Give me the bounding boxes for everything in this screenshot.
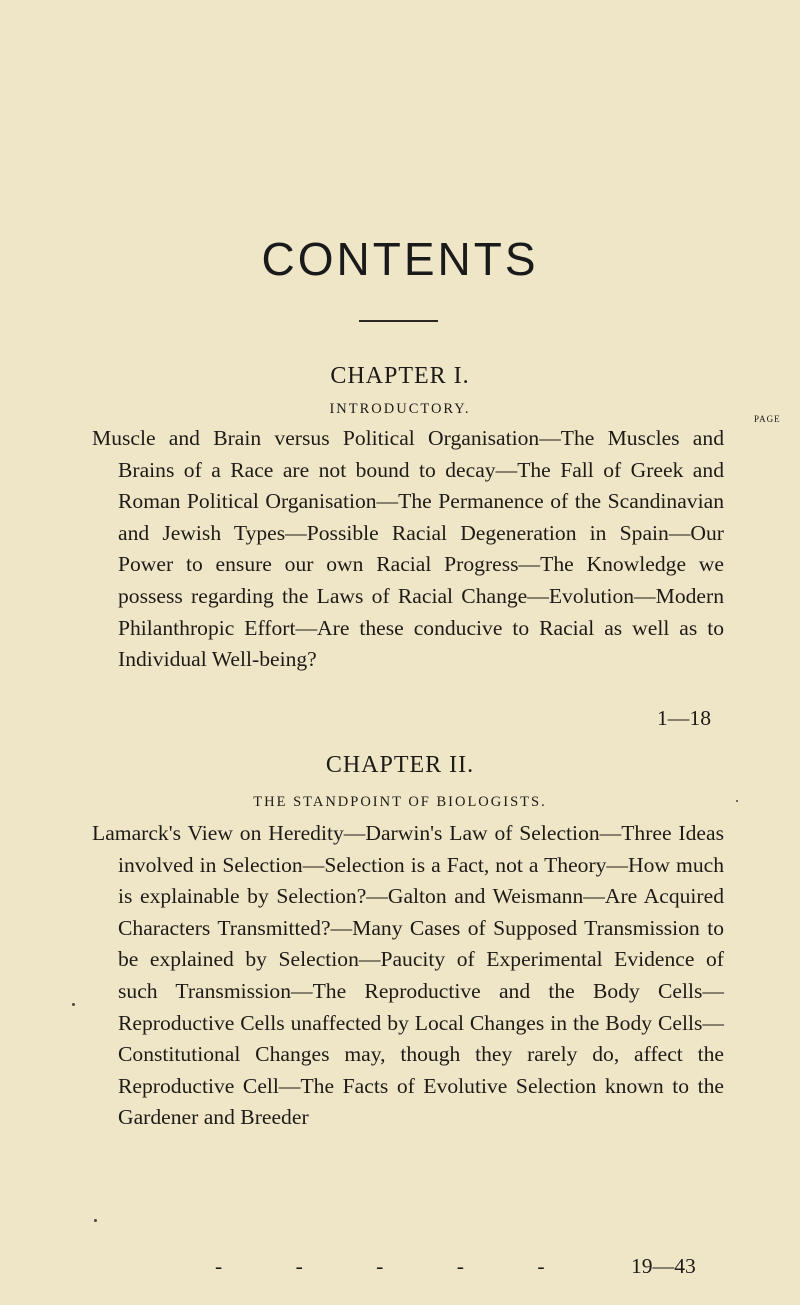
paper-speck (94, 1219, 97, 1222)
page-column-label: PAGE (754, 414, 781, 424)
chapter-1-summary (92, 423, 724, 676)
chapter-2-summary-text: Lamarck's View on Heredity—Darwin's Law of Selection—Three Ideas involved in Selection—Selection is a Fact, not a Theory—How much is explainable by Selection?—Galton and Weismann—Are Acquired Characters Transmitted?—Many Cases of Supposed Transmission to be explained by Selection—Paucity of Experimental Evidence of such Transmission—The Reproductive and the Body Cells—Reproductive Cells unaffected by Local Changes in the Body Cells—Constitutional Changes may, though they rarely do, affect the Reproductive Cell—The Facts of Evolutive Selection known to the Gardener and Breeder (92, 821, 724, 1130)
chapter-1-summary-text: Muscle and Brain versus Political Organisation—The Muscles and Brains of a Race are not bound to decay—The Fall of Greek and Roman Political Organisation—The Permanence of the Scandinavian and Jewish Types—Possible Racial Degeneration in Spain—Our Power to ensure our own Racial Progress—The Knowledge we possess regarding the Laws of Racial Change—Evolution—Modern Philanthropic Effort—Are these conducive to Racial as well as to Individual Well-being? (92, 426, 724, 672)
chapter-1-heading: CHAPTER I. (330, 363, 470, 389)
paper-speck (72, 1003, 75, 1006)
chapter-2-page-range: 19—43 (631, 1254, 696, 1278)
chapter-2-summary (92, 818, 724, 1134)
chapter-1-subheading: INTRODUCTORY. (329, 401, 471, 417)
title-divider (359, 320, 438, 322)
chapter-2-leader-dots: - - - - - (215, 1254, 579, 1278)
paper-speck (736, 800, 738, 802)
chapter-2-heading: CHAPTER II. (325, 752, 475, 778)
chapter-2-subheading: THE STANDPOINT OF BIOLOGISTS. (253, 794, 547, 810)
chapter-1-page-range: 1—18 (657, 706, 711, 730)
page-title: CONTENTS (261, 233, 539, 285)
